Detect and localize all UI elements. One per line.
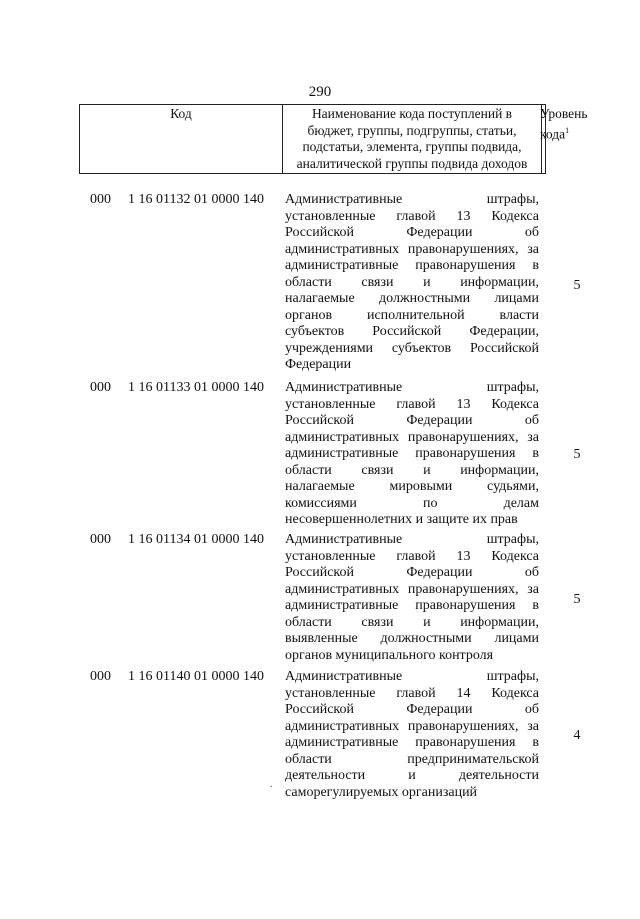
row-name-line: Административные штрафы, bbox=[285, 669, 539, 684]
row-revenue-code: 1 16 01132 01 0000 140 bbox=[128, 192, 264, 207]
footnote-marker: 1 bbox=[565, 125, 570, 135]
row-name-line: учреждениями субъектов Российской bbox=[285, 340, 539, 356]
row-name bbox=[285, 532, 539, 664]
row-name-line: несовершеннолетних и защите их прав bbox=[285, 512, 518, 527]
row-name-line: области связи и информации, bbox=[285, 462, 539, 478]
row-name-line: саморегулируемых организаций bbox=[285, 784, 478, 800]
row-name-line: области предпринимательской bbox=[285, 751, 539, 767]
row-name-line: комиссиями по делам bbox=[285, 495, 539, 511]
header-name-line: бюджет, группы, подгруппы, статьи, bbox=[307, 122, 517, 138]
row-level: 5 bbox=[573, 447, 581, 462]
header-level-line: кода$^1$ bbox=[540, 125, 570, 141]
table-header bbox=[79, 104, 588, 174]
row-name-line: установленные главой 13 Кодекса bbox=[285, 548, 539, 564]
page-number: 290 bbox=[308, 84, 332, 100]
row-name-line: установленные главой 13 Кодекса bbox=[285, 208, 539, 224]
header-level-cell bbox=[540, 105, 588, 173]
header-name-line: аналитической группы подвида доходов bbox=[296, 155, 528, 171]
row-revenue-code: 1 16 01134 01 0000 140 bbox=[128, 532, 264, 547]
header-level-label bbox=[540, 105, 588, 143]
row-name-line: области связи и информации, bbox=[285, 274, 539, 290]
row-level: 5 bbox=[573, 278, 581, 293]
row-name-line: установленные главой 14 Кодекса bbox=[285, 685, 539, 701]
row-revenue-code: 1 16 01133 01 0000 140 bbox=[128, 380, 264, 395]
row-name bbox=[285, 380, 539, 529]
header-level-line: Уровень bbox=[540, 106, 588, 121]
row-name-line: административных правонарушениях, за bbox=[285, 718, 539, 734]
row-name-line: административные правонарушения в bbox=[285, 598, 539, 613]
row-name-line: деятельности и деятельности bbox=[285, 768, 539, 783]
row-prefix-code: 000 bbox=[90, 380, 111, 395]
row-name bbox=[285, 669, 539, 801]
row-revenue-code: 1 16 01140 01 0000 140 bbox=[128, 669, 264, 684]
header-name-line: Наименование кода поступлений в bbox=[311, 106, 513, 121]
row-name-line: административные правонарушения в bbox=[285, 258, 539, 273]
row-name-line: налагаемые мировыми судьями, bbox=[285, 479, 539, 494]
scan-speck: . bbox=[270, 779, 273, 790]
row-name-line: Российской Федерации об bbox=[285, 413, 539, 428]
row-name-line: налагаемые должностными лицами bbox=[285, 291, 539, 306]
row-name-line: органов исполнительной власти bbox=[285, 307, 539, 323]
row-name-line: Административные штрафы, bbox=[285, 192, 539, 207]
row-name-line: области связи и информации, bbox=[285, 614, 539, 630]
row-name-line: административные правонарушения в bbox=[285, 446, 539, 461]
header-code-cell bbox=[80, 105, 282, 173]
row-name-line: Российской Федерации об bbox=[285, 702, 539, 717]
row-name-line: административных правонарушениях, за bbox=[285, 429, 539, 445]
row-name-line: органов муниципального контроля bbox=[285, 647, 494, 663]
row-name-line: административные правонарушения в bbox=[285, 735, 539, 750]
header-name-cell bbox=[282, 105, 542, 173]
row-name-line: Федерации bbox=[285, 357, 352, 372]
row-prefix-code: 000 bbox=[90, 669, 111, 684]
row-level: 5 bbox=[573, 592, 581, 607]
row-name-line: Российской Федерации об bbox=[285, 565, 539, 580]
row-level: 4 bbox=[573, 728, 581, 743]
row-name-line: Российской Федерации об bbox=[285, 225, 539, 240]
row-name-line: установленные главой 13 Кодекса bbox=[285, 396, 539, 412]
header-code-label: Код bbox=[170, 106, 192, 121]
header-name-label bbox=[283, 105, 541, 172]
row-name-line: выявленные должностными лицами bbox=[285, 631, 539, 646]
row-prefix-code: 000 bbox=[90, 532, 111, 547]
row-name-line: Административные штрафы, bbox=[285, 532, 539, 547]
row-name-line: административных правонарушениях, за bbox=[285, 241, 539, 257]
row-name bbox=[285, 192, 539, 374]
row-name-line: Административные штрафы, bbox=[285, 380, 539, 395]
row-name-line: административных правонарушениях, за bbox=[285, 581, 539, 597]
row-prefix-code: 000 bbox=[90, 192, 111, 207]
header-name-line: подстатьи, элемента, группы подвида, bbox=[302, 139, 522, 154]
row-name-line: субъектов Российской Федерации, bbox=[285, 324, 539, 339]
